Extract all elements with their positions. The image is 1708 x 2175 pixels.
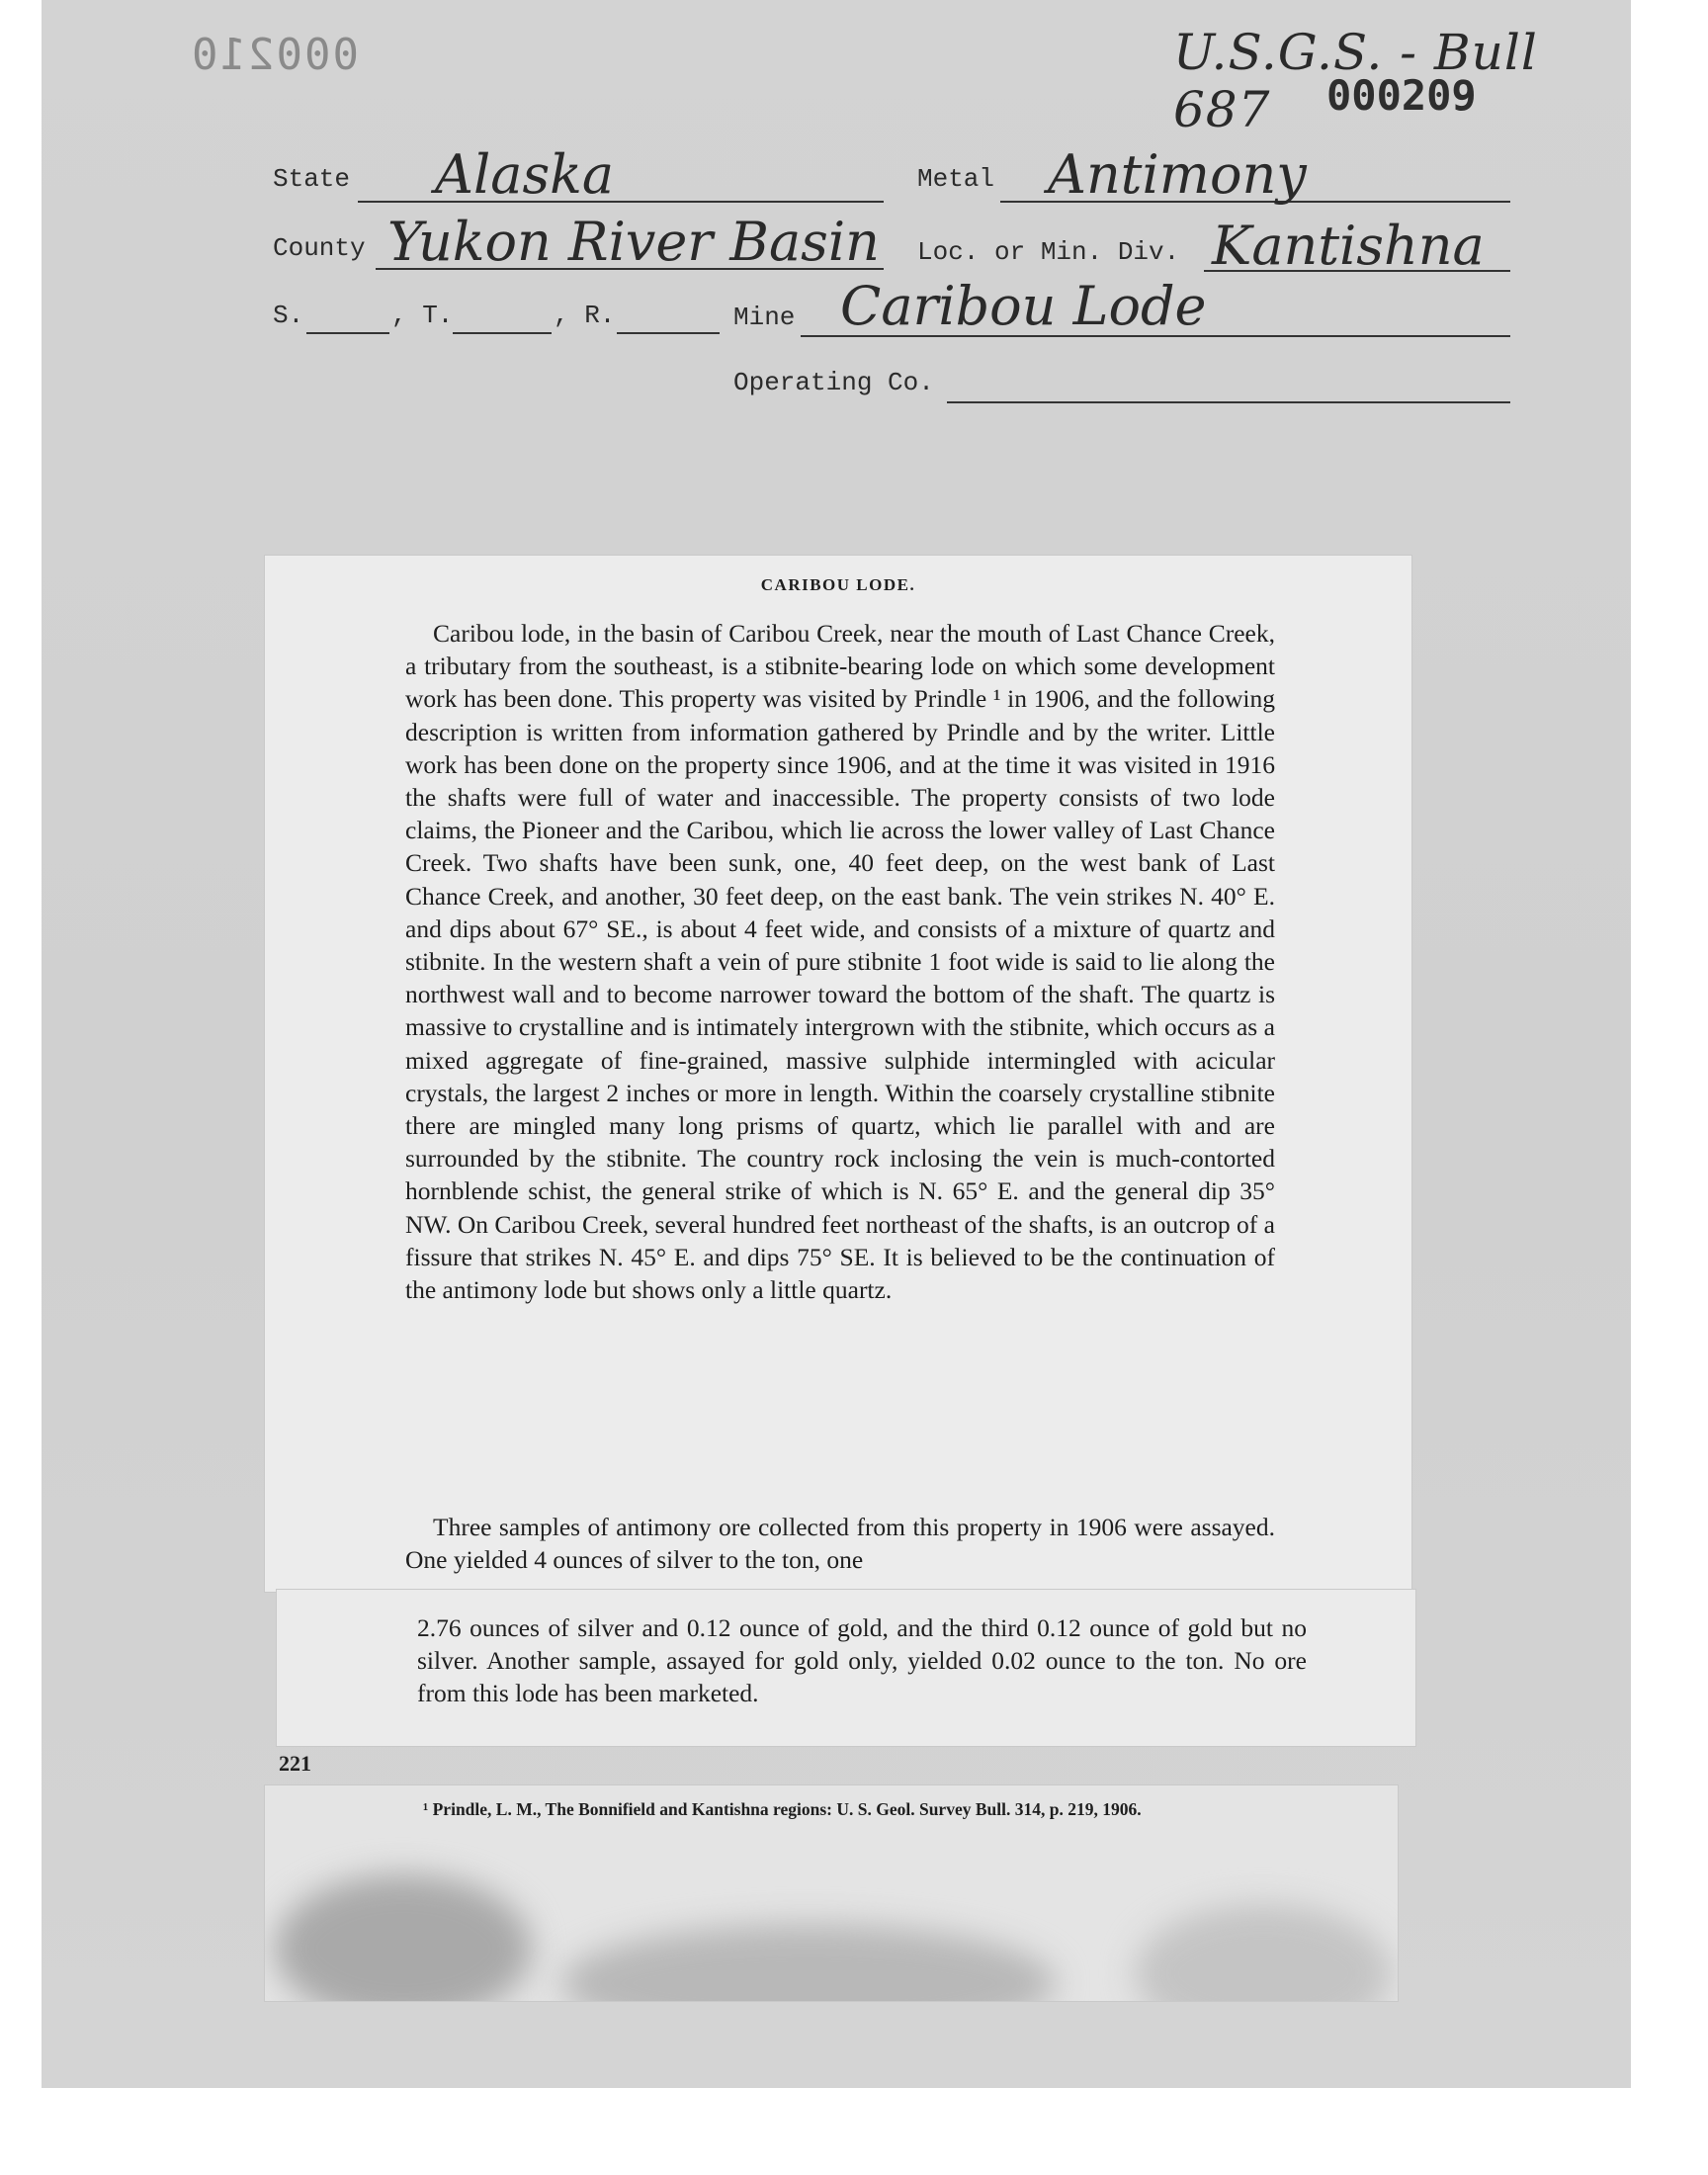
footnote-text: ¹ Prindle, L. M., The Bonnifield and Kantishna regions: U. S. Geol. Survey Bull. 314, p. 219, 1906. [423, 1799, 1142, 1819]
section-label: S. [273, 301, 304, 330]
division-label: Loc. or Min. Div. [917, 237, 1180, 267]
article-continuation-clipping [277, 1590, 1415, 1746]
operating-company-line [947, 401, 1510, 403]
county-label: County [273, 233, 366, 263]
article-paragraph-2: Three samples of antimony ore collected from this property in 1906 were assayed. One yielded 4 ounces of silver to the ton, one [405, 1513, 1275, 1575]
operating-company-label: Operating Co. [733, 368, 934, 397]
stamp-number: 000209 [1326, 71, 1477, 120]
range-line [617, 332, 720, 334]
county-value: Yukon River Basin [387, 211, 880, 273]
mine-value: Caribou Lode [840, 275, 1207, 337]
mine-label: Mine [733, 303, 796, 332]
section-line [306, 332, 389, 334]
page-number: 221 [279, 1751, 311, 1776]
article-paragraph-3: 2.76 ounces of silver and 0.12 ounce of gold, and the third 0.12 ounce of gold but no silver. Another sample, assayed for gold only, yielded 0.02 ounce to the ton. No ore from this lode has been marketed. [417, 1613, 1307, 1708]
reference-note: U.S.G.S. - Bull 687 [1173, 24, 1538, 138]
footnote-clipping [265, 1785, 1398, 2001]
paper-stain [275, 1874, 532, 2001]
township-line [453, 332, 552, 334]
range-label: , R. [554, 301, 616, 330]
state-value: Alaska [435, 143, 615, 206]
article-paragraph-1: Caribou lode, in the basin of Caribou Creek, near the mouth of Last Chance Creek, a tributary from the southeast, is a stibnite-bearing lode on which some development work has been done. This property was visited by Prindle ¹ in 1906, and the following description is written from information gathered by Prindle and by the writer. Little work has been done on the property since 1906, and at the time it was visited in 1916 the shafts were full of water and inaccessible. The property consists of two lode claims, the Pioneer and the Caribou, which lie across the lower valley of Last Chance Creek. Two shafts have been sunk, one, 40 feet deep, on the west bank of Last Chance Creek, and another, 30 feet deep, on the east bank. The vein strikes N. 40° E. and dips about 67° SE., is about 4 feet wide, and consists of a mixture of quartz and stibnite. In the western shaft a vein of pure stibnite 1 foot wide is said to lie along the northwest wall and to become narrower toward the bottom of the shaft. The quartz is massive to crystalline and is intimately intergrown with the stibnite, which occurs as a mixed aggregate of fine-grained, massive sulphide intermingled with acicular crystals, the largest 2 inches or more in length. Within the coarsely crystalline stibnite there are mingled many long prisms of quartz, which lie parallel with and are surrounded by the stibnite. The country rock inclosing the vein is much-contorted hornblende schist, the general strike of which is N. 65° E. and the general dip 35° NW. On Caribou Creek, several hundred feet northeast of the shafts, is an outcrop of a fissure that strikes N. 45° E. and dips 75° SE. It is believed to be the continuation of the antimony lode but shows only a little quartz. [405, 619, 1275, 1305]
township-label: , T. [391, 301, 454, 330]
article-clipping [265, 556, 1411, 1592]
division-value: Kantishna [1212, 215, 1485, 277]
stamp-number-reversed: 000210 [190, 30, 359, 80]
paper-stain [561, 1924, 1056, 2001]
paper-stain [1135, 1904, 1392, 2001]
metal-value: Antimony [1048, 143, 1307, 206]
state-label: State [273, 164, 351, 194]
metal-label: Metal [917, 164, 995, 194]
article-title: CARIBOU LODE. [760, 575, 916, 594]
